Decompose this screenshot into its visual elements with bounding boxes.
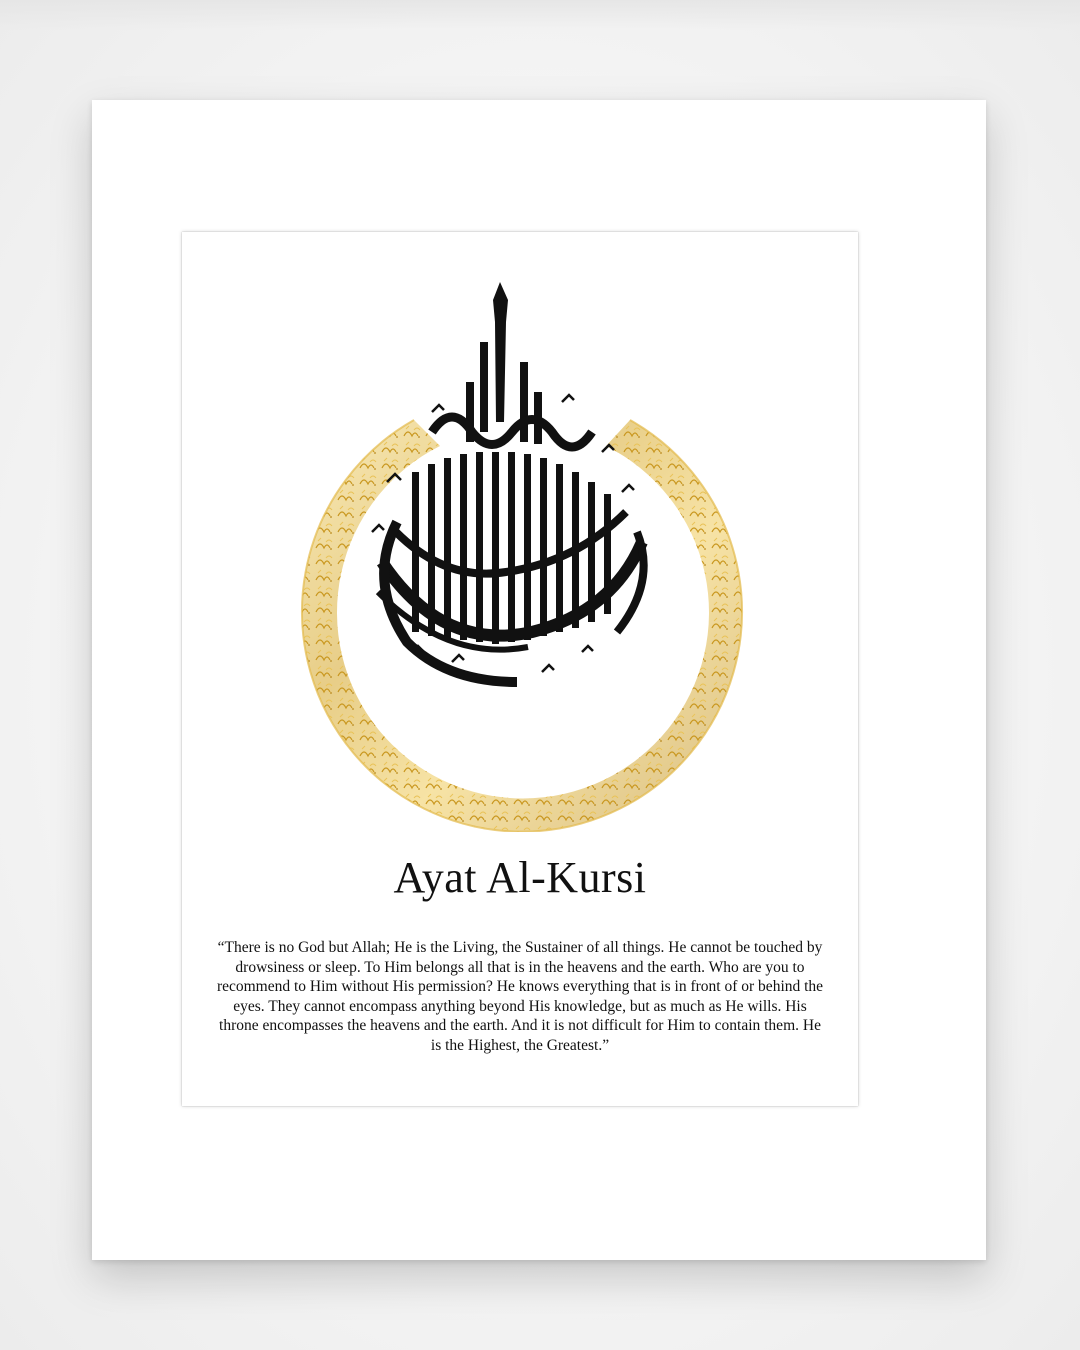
black-calligraphy bbox=[372, 282, 644, 682]
poster-print bbox=[182, 232, 858, 1106]
wall-shadow bbox=[0, 0, 1080, 30]
picture-frame bbox=[92, 100, 986, 1260]
calligraphy-artwork bbox=[182, 232, 858, 832]
gold-script-ring bbox=[302, 420, 742, 832]
poster-title: Ayat Al-Kursi bbox=[393, 853, 647, 902]
translation-text: “There is no God but Allah; He is the Living, the Sustainer of all things. He cannot be touched by drowsiness or sleep. To Him belongs all that is in the heavens and the earth. Who are you to recommend to Him without His permission? He knows everything that is in front of or behind the eyes. They cannot encompass anything beyond His knowledge, but as much as He wills. His throne encompasses the heavens and the earth. And it is not difficult for Him to contain them. He is the Highest, the Greatest.” bbox=[216, 939, 824, 1054]
